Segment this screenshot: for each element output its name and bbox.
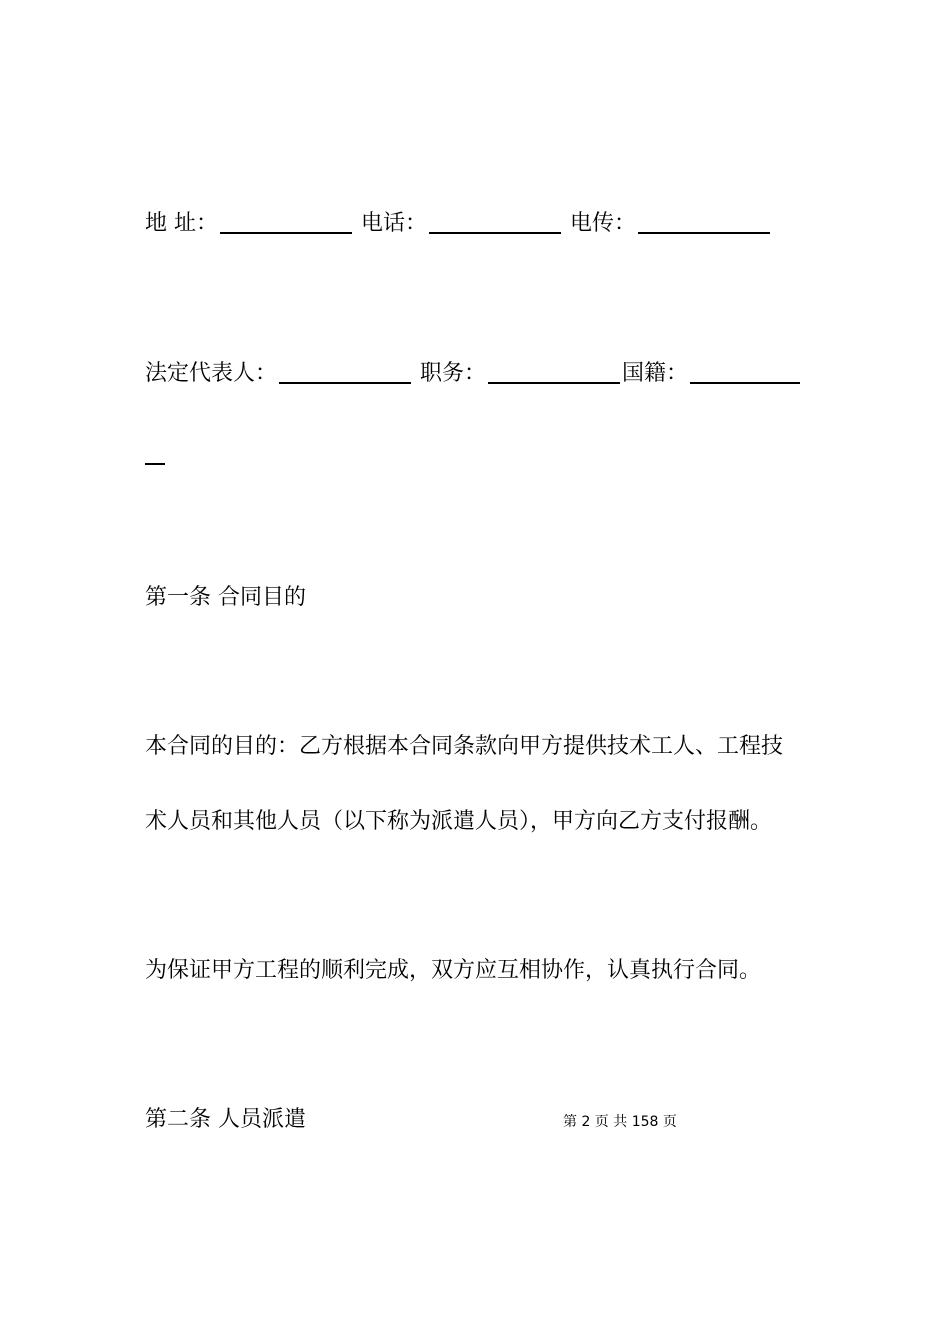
page-footer: 第 2 页 共 158 页 — [563, 1114, 677, 1130]
legal-rep-row — [145, 359, 802, 389]
fax-label: 电传： — [570, 211, 637, 236]
article1-para1-line1: 本合同的目的：乙方根据本合同条款向甲方提供技术工人、工程技 — [145, 734, 784, 759]
nationality-blank — [690, 360, 800, 384]
article1-heading: 第一条 合同目的 — [145, 585, 306, 610]
article1-para2: 为保证甲方工程的顺利完成，双方应互相协作，认真执行合同。 — [145, 958, 762, 983]
phone-blank — [429, 210, 561, 234]
position-blank — [488, 360, 620, 384]
nationality-blank-tail — [145, 441, 165, 465]
legal-rep-label: 法定代表人： — [145, 361, 278, 386]
nationality-blank-continued — [145, 440, 165, 470]
address-label: 地 址： — [145, 211, 218, 236]
fax-blank — [638, 210, 770, 234]
position-label: 职务： — [420, 361, 487, 386]
legal-rep-blank — [279, 360, 411, 384]
article2-heading: 第二条 人员派遣 — [145, 1107, 306, 1132]
nationality-label: 国籍： — [622, 361, 689, 386]
article1-para1-line2: 术人员和其他人员（以下称为派遣人员），甲方向乙方支付报酬。 — [145, 809, 773, 834]
phone-label: 电话： — [361, 211, 428, 236]
address-row — [145, 209, 772, 239]
address-blank — [220, 210, 352, 234]
